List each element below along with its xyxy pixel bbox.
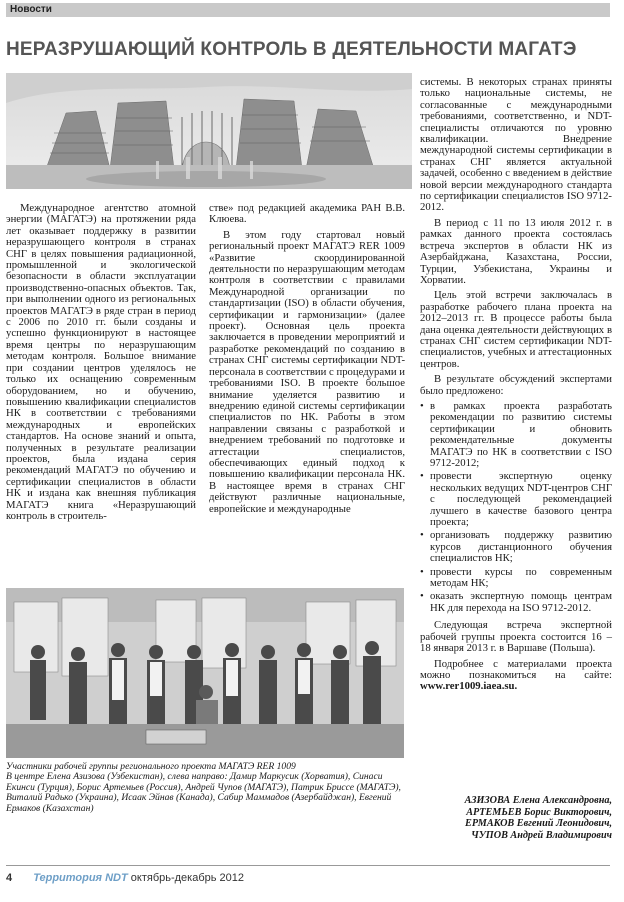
project-link[interactable]: www.rer1009.iaea.su.: [420, 680, 518, 693]
article-headline: НЕРАЗРУШАЮЩИЙ КОНТРОЛЬ В ДЕЯТЕЛЬНОСТИ МАГАТЭ: [6, 39, 577, 60]
author: ЧУПОВ Андрей Владимирович: [471, 829, 612, 841]
paragraph: Следующая встреча экспертной рабочей группы проекта состоится 16 – 18 января 2013 г. в Варшаве (Польша).: [420, 619, 612, 655]
author: АЗИЗОВА Елена Александровна,: [464, 795, 612, 806]
hero-photo-vienna-center: [6, 73, 412, 189]
page-footer: [6, 872, 244, 884]
paragraph: Цель этой встречи заключалась в разработке рабочего плана проекта на 2012–2013 гг. В процессе работы была дана оценка деятельности действующих в странах СНГ систем сертификации NDT-специалистов, учебных и аттестационных центров.: [420, 289, 612, 370]
list-item: • в рамках проекта разработать рекомендации по развитию системы сертификации и обновить рекомендательные документы МАГАТЭ по НК в соответствии с ISO 9712-2012;: [430, 401, 612, 469]
footer-divider: [6, 865, 610, 866]
photo-caption: [6, 762, 406, 814]
list-item: • провести курсы по современным методам НК;: [430, 567, 612, 590]
paragraph: В этом году стартовал новый региональный проект МАГАТЭ RER 1009 «Развитие скоординированной деятельности по неразрушающим методам контроля в соответствии с правилами Международной организации по стандартизации (ISO) в области обучения, сертификации и гармонизации» (далее проект). Основная цель проекта заключается в проведении мероприятий и разработке рекомендаций по созданию в странах СНГ системы сертификации NDT-персонала в соответствии с процедурами и требованиями ISO. В проекте большое внимание уделяется развитию и внедрению единой системы сертификации специалистов по НК. Работы в этом направлении связаны с разработкой и внедрением требований по подготовке и аттестации специалистов, обеспечивающих единый подход к повышению квалификации персонала НК. В настоящее время в странах СНГ действуют различные национальные, европейские и международные: [209, 228, 405, 515]
group-photo: [6, 588, 404, 758]
list-item: • оказать экспертную помощь центрам НК для перехода на ISO 9712-2012.: [430, 591, 612, 614]
section-label: Новости: [10, 4, 52, 15]
paragraph: стве» под редакцией академика РАН В.В. Клюева.: [209, 202, 405, 226]
paragraph: В результате обсуждений экспертами было предложено:: [420, 373, 612, 397]
column-3: [420, 77, 612, 697]
column-1: [6, 203, 196, 526]
author: ЕРМАКОВ Евгений Леонидович,: [465, 818, 612, 830]
authors-block: [420, 795, 612, 841]
recommendations-list: [420, 401, 612, 614]
paragraph: системы. В некоторых странах приняты только национальные системы, не согласованные с международными требованиями, соответственно, и NDT-специалисты отличаются по уровню квалификации. Внедрение международной системы сертификации в странах СНГ является актуальной задачей, особенно с введением в действие новой версии международного стандарта по сертификации специалистов ISO 9712-2012.: [420, 76, 612, 214]
section-header: [6, 3, 610, 17]
paragraph: В период с 11 по 13 июля 2012 г. в рамках данного проекта состоялась встреча экспертов в области НК из Азербайджана, Казахстана, России, Турции, Узбекистана, Украины и Хорватии.: [420, 216, 612, 286]
journal-title: Территория NDT: [33, 872, 128, 884]
caption-people: В центре Елена Азизова (Узбекистан), слева направо: Дамир Маркусик (Хорватия), Синаси Екинси (Турция), Борис Артемьев (Россия), Андрей Чупов (МАГАТЭ), Патрик Бриссе (МАГАТЭ), Виталий Радько (Украина), Исаак Эйнав (Канада), Сабир Маммадов (Азербайджан), Евгений Ермаков (Казахстан): [6, 771, 401, 814]
more-info-text: Подробнее с материалами проекта можно познакомиться на сайте:: [420, 657, 612, 681]
caption-title: Участники рабочей группы регионального проекта МАГАТЭ RER 1009: [6, 761, 296, 772]
list-item: • провести экспертную оценку нескольких ведущих NDT-центров СНГ с последующей рекомендацией лучшего в качестве базового центра проекта;: [430, 471, 612, 528]
issue-date: октябрь-декабрь 2012: [130, 872, 245, 884]
column-2: [209, 203, 405, 519]
page-number: 4: [6, 872, 13, 884]
paragraph: Международное агентство атомной энергии (МАГАТЭ) на протяжении ряда лет оказывает поддержку в развитии неразрушающего контроля в странах СНГ в целях повышения радиационной, промышленной и экологической безопасности в области эксплуатации производственно-опасных объектов. Так, при выполнении одного из региональных проектов МАГАТЭ в ряде стран в период с 2006 по 2010 гг. были созданы и успешно функционируют в настоящее время центры по неразрушающим методам контроля. Большое внимание при создании центров уделялось не только их оснащению современным оборудованием, но и обучению, повышению квалификации специалистов НК в соответствии с требованиями международных и европейских стандартов. На основе знаний и опыта, полученных в результате реализации проектов, была издана серия рекомендаций МАГАТЭ по обучению и сертификации специалистов в области НК и издана как внешняя публикация МАГАТЭ книга «Неразрушающий контроль в строитель-: [6, 202, 196, 522]
list-item: • организовать поддержку развитию курсов дистанционного обучения специалистов НК;: [430, 530, 612, 564]
paragraph: [420, 659, 612, 693]
author: АРТЕМЬЕВ Борис Викторович,: [466, 806, 612, 818]
